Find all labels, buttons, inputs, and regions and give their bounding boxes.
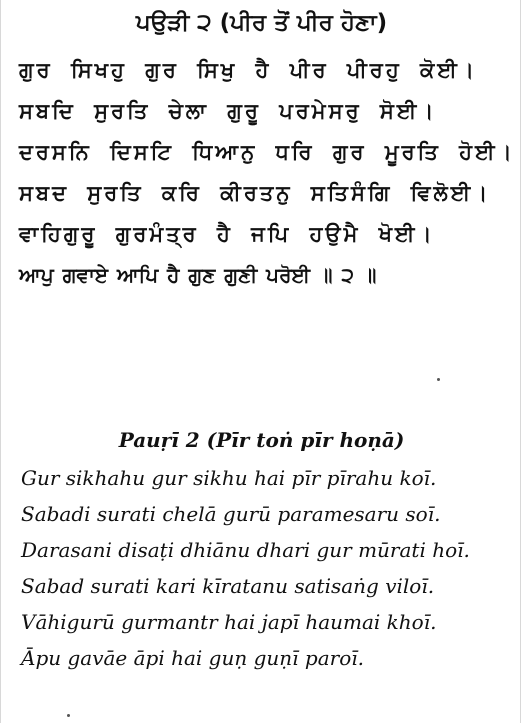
gurmukhi-verse [19, 50, 514, 296]
romanized-verse [21, 460, 516, 676]
gurmukhi-title: ਪਉੜੀ ੨ (ਪੀਰ ਤੋਂ ਪੀਰ ਹੋਣਾ) [135, 10, 388, 36]
gurmukhi-line-2: ਸਬਦਿ ਸੁਰਤਿ ਚੇਲਾ ਗੁਰੂ ਪਰਮੇਸਰੁ ਸੋਈ। [19, 99, 437, 123]
romanized-line-2: Sabadi surati chelā gurū paramesaru soī. [21, 502, 441, 526]
scan-speck [437, 378, 440, 381]
scan-speck [67, 714, 70, 717]
romanized-line-5: Vāhigurū gurmantr hai japī haumai khoī. [21, 610, 437, 634]
gurmukhi-line-3: ਦਰਸਨਿ ਦਿਸਟਿ ਧਿਆਨੁ ਧਰਿ ਗੁਰ ਮੂਰਤਿ ਹੋਈ। [19, 140, 515, 164]
romanized-line-6: Āpu gavāe āpi hai guṇ guṇī paroī. [21, 646, 364, 670]
romanized-line-3: Darasani disaṭi dhiānu dhari gur mūrati hoī. [21, 538, 470, 562]
romanized-title: Pauṛī 2 (Pīr toṅ pīr hoṇā) [118, 428, 405, 452]
gurmukhi-line-6: ਆਪੁ ਗਵਾਏ ਆਪਿ ਹੈ ਗੁਣ ਗੁਣੀ ਪਰੋਈ ॥ ੨ ॥ [19, 263, 377, 287]
gurmukhi-line-1: ਗੁਰ ਸਿਖਹੁ ਗੁਰ ਸਿਖੁ ਹੈ ਪੀਰ ਪੀਰਹੁ ਕੋਈ। [19, 58, 477, 82]
gurmukhi-line-5: ਵਾਹਿਗੁਰੂ ਗੁਰਮੰਤ੍ਰ ਹੈ ਜਪਿ ਹਉਮੈ ਖੋਈ। [19, 222, 435, 246]
gurmukhi-line-4: ਸਬਦ ਸੁਰਤਿ ਕਰਿ ਕੀਰਤਨੁ ਸਤਿਸੰਗਿ ਵਿਲੋਈ। [19, 181, 491, 205]
romanized-line-1: Gur sikhahu gur sikhu hai pīr pīrahu koī. [21, 466, 437, 490]
romanized-line-4: Sabad surati kari kīratanu satisaṅg viloī. [21, 574, 435, 598]
